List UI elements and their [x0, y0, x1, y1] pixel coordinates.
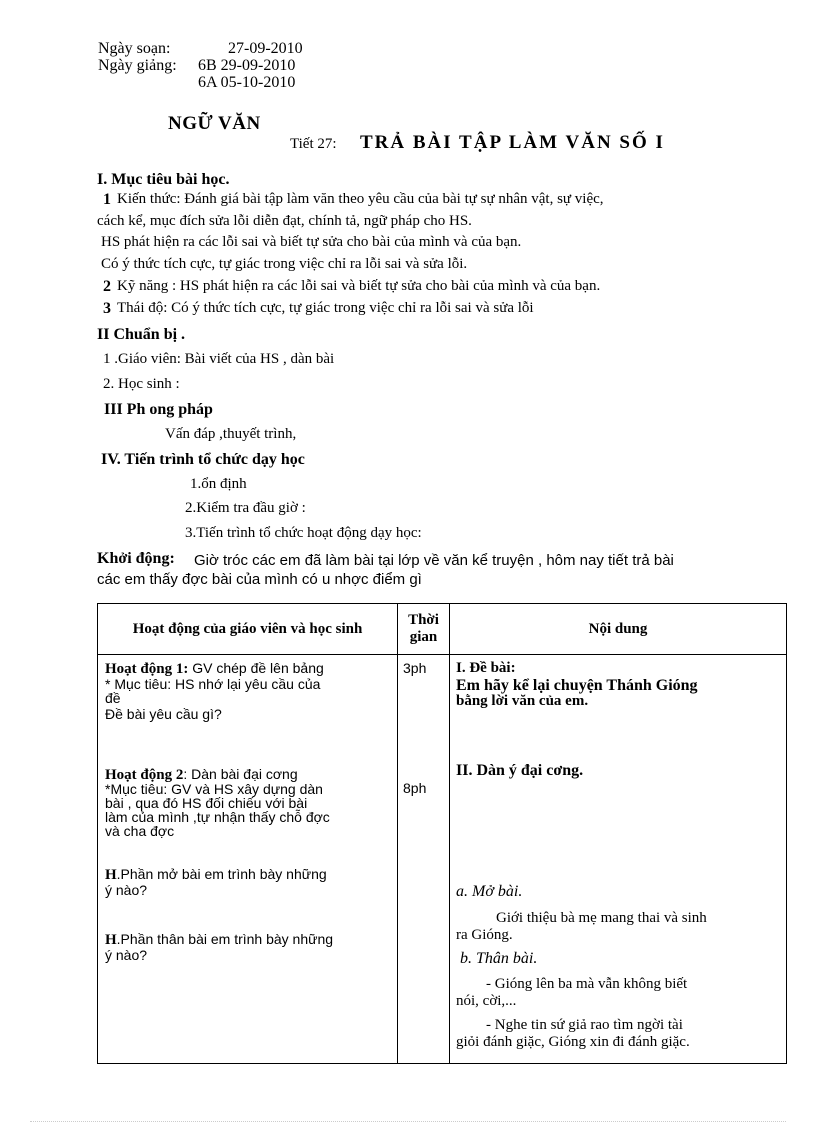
kien-thuc-num: 1 [103, 191, 111, 208]
lesson-plan-table [97, 603, 787, 1064]
ky-nang-text: Kỹ năng : HS phát hiện ra các lỗi sai và biết tự sửa cho bài của mình và của bạn. [117, 278, 601, 294]
section-tien-trinh-heading: IV. Tiến trình tổ chức dạy học [101, 451, 305, 468]
than-bai-line4: giỏi đánh giặc, Gióng xin đi đánh giặc. [456, 1034, 690, 1050]
phuong-phap-text: Vấn đáp ,thuyết trình, [165, 426, 297, 442]
hd2-line3: làm của mình ,tự nhận thấy chỗ đợc [105, 809, 330, 825]
header-noi-dung: Nội dung [450, 604, 787, 655]
h2-letter: H [105, 932, 117, 948]
mo-bai-line2: ra Gióng. [456, 927, 513, 943]
hd1-text: GV chép đề lên bảng [192, 660, 324, 676]
thai-do-num: 3 [103, 300, 111, 317]
ngay-soan-value: 27-09-2010 [228, 40, 303, 57]
hd1-muc-tieu-2: đề [105, 690, 121, 706]
table-header-row [98, 604, 787, 655]
giao-vien-line: 1 .Giáo viên: Bài viết của HS , dàn bài [103, 351, 335, 367]
dan-y-heading: II. Dàn ý đại cơng. [456, 762, 584, 779]
than-bai-line3: - Nghe tin sứ giả rao tìm ngời tài [486, 1017, 683, 1033]
ngay-giang-label: Ngày giảng: [98, 57, 177, 74]
section-chuan-bi-heading: II Chuẩn bị . [97, 326, 186, 343]
cell-thoi-gian [398, 655, 450, 1064]
de-bai-heading: I. Đề bài: [456, 660, 516, 676]
on-dinh-line: 1.ổn định [190, 476, 247, 492]
time-hd1: 3ph [403, 660, 427, 676]
de-bai-line1: Em hãy kể lại chuyện Thánh Gióng [456, 677, 698, 694]
section-muc-tieu-heading: I. Mục tiêu bài học. [97, 171, 230, 188]
h2-line1: .Phần thân bài em trình bày những [116, 931, 334, 947]
tien-trinh-hd-line: 3.Tiến trình tổ chức hoạt động dạy học: [185, 525, 422, 541]
lesson-title: TRẢ BÀI TẬP LÀM VĂN SỐ I [360, 132, 665, 153]
ngay-giang-6a: 6A 05-10-2010 [198, 74, 296, 91]
khoi-dong-line1: Giờ tróc các em đã làm bài tại lớp về văn kể truyện , hôm nay tiết trả bài [194, 552, 674, 569]
time-hd2: 8ph [403, 780, 427, 796]
than-bai-line2: nói, cời,... [456, 993, 517, 1009]
hoc-sinh-line: 2. Học sinh : [103, 376, 180, 392]
cell-noi-dung [450, 655, 787, 1064]
hd2-line1: *Mục tiêu: GV và HS xây dựng dàn [105, 781, 323, 797]
table-row [98, 655, 787, 1064]
hd2-line2: bài , qua đó HS đối chiếu với bài [105, 795, 308, 811]
ngay-giang-6b: 6B 29-09-2010 [198, 57, 296, 74]
kiem-tra-line: 2.Kiểm tra đầu giờ : [185, 500, 306, 516]
hd1-muc-tieu-1: * Mục tiêu: HS nhớ lại yêu cầu của [105, 676, 321, 692]
thai-do-text: Thái độ: Có ý thức tích cực, tự giác trong việc chỉ ra lỗi sai và sửa lỗi [117, 300, 534, 316]
kien-thuc-line3: HS phát hiện ra các lỗi sai và biết tự sửa cho bài của mình và của bạn. [101, 234, 522, 250]
khoi-dong-line2: các em thấy đợc bài của mình có u nhợc điểm gì [97, 571, 422, 588]
khoi-dong-label: Khởi động: [97, 550, 175, 567]
hd1-question: Đề bài yêu cầu gì? [105, 706, 222, 722]
h2-line2: ý nào? [105, 947, 148, 963]
cell-hoat-dong [98, 655, 398, 1064]
lesson-prefix: Tiết 27: [290, 136, 337, 152]
mo-bai-line1: Giới thiệu bà mẹ mang thai và sinh [496, 910, 707, 926]
header-thoi-gian: Thời gian [398, 604, 450, 655]
h1-letter: H [105, 867, 117, 883]
de-bai-line2: bằng lời văn của em. [456, 693, 589, 709]
kien-thuc-line2: cách kể, mục đích sửa lỗi diễn đạt, chính tả, ngữ pháp cho HS. [97, 213, 472, 229]
hd1-label: Hoạt động 1: [105, 661, 189, 677]
subject-title: NGỮ VĂN [168, 113, 261, 134]
ky-nang-num: 2 [103, 278, 111, 295]
header-hoat-dong: Hoạt động của giáo viên và học sinh [98, 604, 398, 655]
section-phuong-phap-heading: III Ph ong pháp [104, 401, 213, 418]
hd2-line4: và cha đợc [105, 823, 175, 839]
ngay-soan-label: Ngày soạn: [98, 40, 171, 57]
h1-line2: ý nào? [105, 882, 148, 898]
kien-thuc-line4: Có ý thức tích cực, tự giác trong việc chỉ ra lỗi sai và sửa lỗi. [101, 256, 468, 272]
hd2-label: Hoạt động 2 [105, 767, 184, 783]
h1-line1: .Phần mở bài em trình bày những [116, 866, 327, 882]
mo-bai-heading: a. Mở bài. [456, 883, 523, 900]
page-bottom-divider [30, 1121, 786, 1122]
kien-thuc-line1: Kiến thức: Đánh giá bài tập làm văn theo yêu cầu của bài tự sự nhân vật, sự việc, [117, 191, 604, 207]
hd2-text: : Dàn bài đại cơng [183, 766, 298, 782]
than-bai-line1: - Gióng lên ba mà vẫn không biết [486, 976, 688, 992]
than-bai-heading: b. Thân bài. [460, 950, 538, 967]
